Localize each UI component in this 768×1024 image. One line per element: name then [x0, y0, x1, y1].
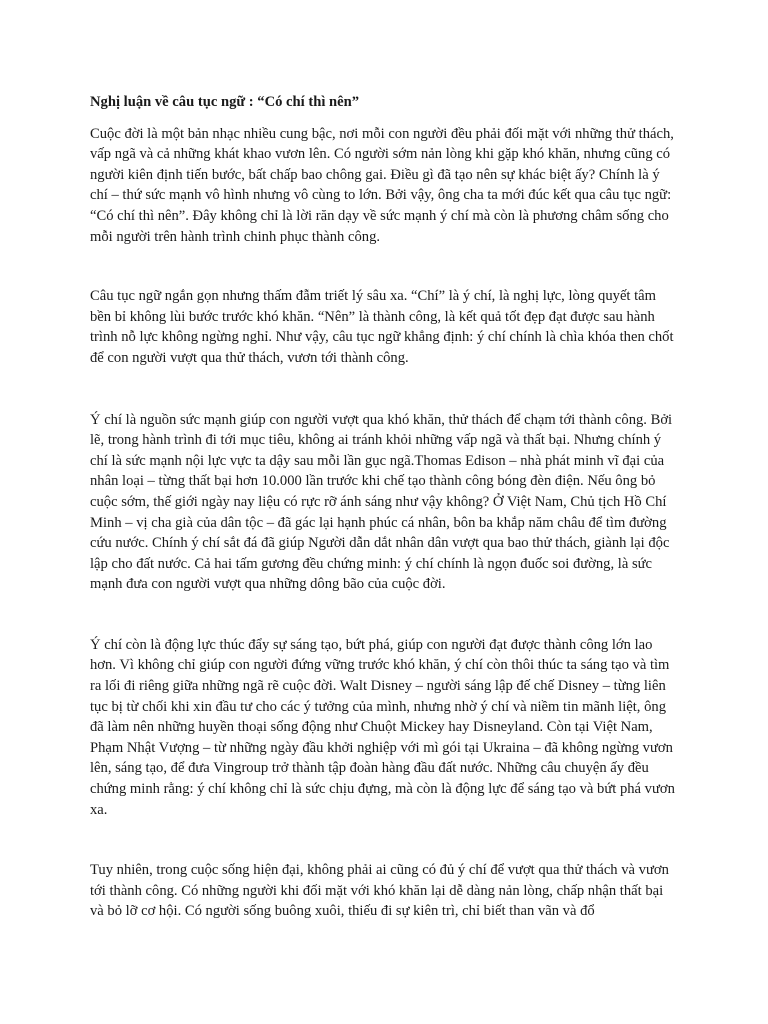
paragraph-intro: Cuộc đời là một bản nhạc nhiều cung bậc, nơi mỗi con người đều phải đối mặt với những thử thách, vấp ngã và cả những khát khao vươn lên. Có người sớm nản lòng khi gặp khó khăn, nhưng cũng có người kiên định tiến bước, bất chấp bao chông gai. Điều gì đã tạo nên sự khác biệt ấy? Chính là ý chí – thứ sức mạnh vô hình nhưng vô cùng to lớn. Bởi vậy, ông cha ta mới đúc kết qua câu tục ngữ: “Có chí thì nên”. Đây không chỉ là lời răn dạy về sức mạnh ý chí mà còn là phương châm sống cho mỗi người trên hành trình chinh phục thành công. [90, 125, 674, 245]
paragraph-willpower-creativity: Ý chí còn là động lực thúc đẩy sự sáng tạo, bứt phá, giúp con người đạt được thành công lớn lao hơn. Vì không chỉ giúp con người đứng vững trước khó khăn, ý chí còn thôi thúc ta sáng tạo và tìm ra lối đi riêng giữa những ngã rẽ cuộc đời. Walt Disney – người sáng lập đế chế Disney – từng liên tục bị từ chối khi xin đầu tư cho các ý tưởng của mình, nhưng nhờ ý chí và niềm tin mãnh liệt, ông đã làm nên những huyền thoại sống động như Chuột Mickey hay Disneyland. Còn tại Việt Nam, Phạm Nhật Vượng – từ những ngày đầu khởi nghiệp với mì gói tại Ukraina – đã không ngừng vươn lên, sáng tạo, để đưa Vingroup trở thành tập đoàn hàng đầu đất nước. Những câu chuyện ấy đều chứng minh rằng: ý chí không chỉ là sức chịu đựng, mà còn là động lực để sáng tạo và bứt phá vươn xa. [90, 636, 675, 818]
paragraph-counterpoint: Tuy nhiên, trong cuộc sống hiện đại, không phải ai cũng có đủ ý chí để vượt qua thử thách và vươn tới thành công. Có những người khi đối mặt với khó khăn lại dễ dàng nản lòng, chấp nhận thất bại và bỏ lỡ cơ hội. Có người sống buông xuôi, thiếu đi sự kiên trì, chỉ biết than vãn và đổ [90, 862, 669, 920]
document-title: Nghị luận về câu tục ngữ : “Có chí thì nên” [90, 94, 360, 110]
paragraph-willpower-strength: Ý chí là nguồn sức mạnh giúp con người vượt qua khó khăn, thử thách để chạm tới thành công. Bởi lẽ, trong hành trình đi tới mục tiêu, không ai tránh khỏi những vấp ngã và thất bại. Nhưng chính ý chí là sức mạnh nội lực vực ta dậy sau mỗi lần gục ngã.Thomas Edison – nhà phát minh vĩ đại của nhân loại – từng thất bại hơn 10.000 lần trước khi chế tạo thành công bóng đèn điện. Nếu ông bỏ cuộc sớm, thế giới ngày nay liệu có rực rỡ ánh sáng như vậy không? Ở Việt Nam, Chủ tịch Hồ Chí Minh – vị cha già của dân tộc – đã gác lại hạnh phúc cá nhân, bôn ba khắp năm châu để tìm đường cứu nước. Chính ý chí sắt đá đã giúp Người dẫn dắt nhân dân vượt qua bao thử thách, giành lại độc lập cho đất nước. Cả hai tấm gương đều chứng minh: ý chí chính là ngọn đuốc soi đường, là sức mạnh đưa con người vượt qua những dông bão của cuộc đời. [90, 411, 673, 593]
paragraph-explanation: Câu tục ngữ ngắn gọn nhưng thấm đẫm triết lý sâu xa. “Chí” là ý chí, là nghị lực, lòng quyết tâm bền bỉ không lùi bước trước khó khăn. “Nên” là thành công, là kết quả tốt đẹp đạt được sau hành trình nỗ lực không ngừng nghỉ. Như vậy, câu tục ngữ khẳng định: ý chí chính là chìa khóa then chốt để con người vượt qua thử thách, vươn tới thành công. [90, 288, 674, 366]
